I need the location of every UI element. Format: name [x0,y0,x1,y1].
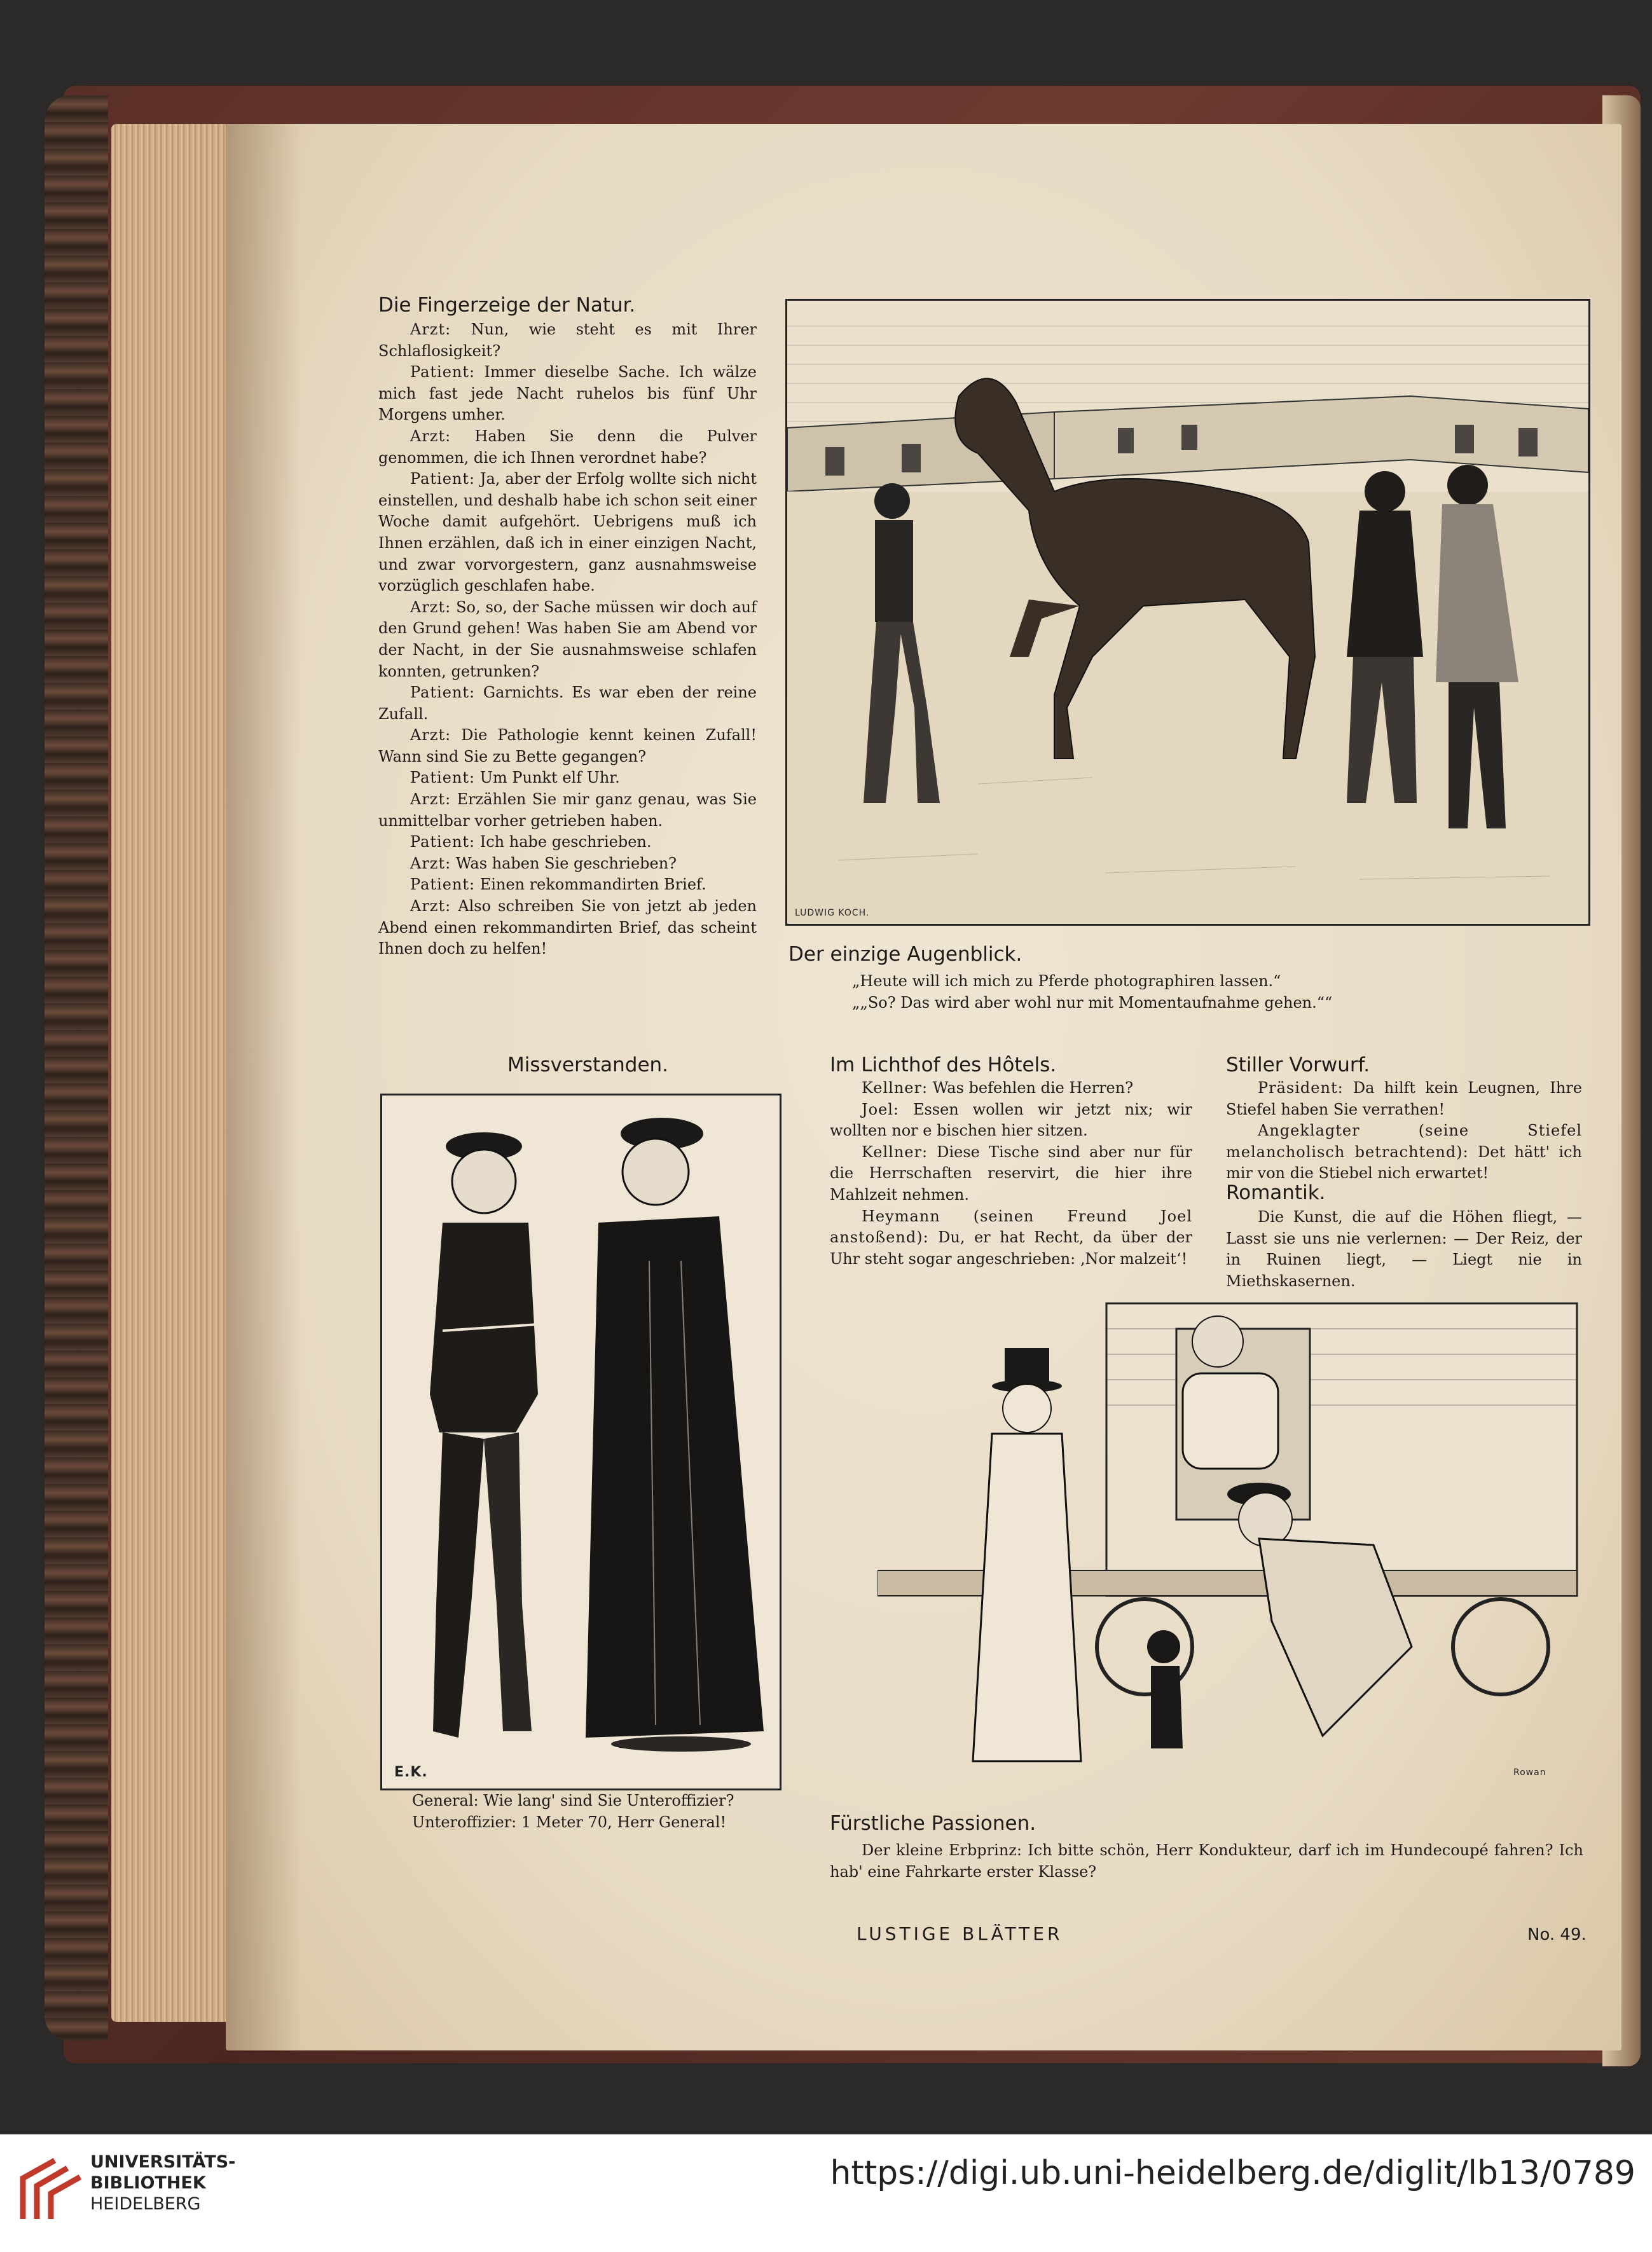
speaker: Arzt: [410,726,451,745]
dialog-text: Also schreiben Sie von jetzt ab jeden Abend einen rekommandirten Brief, das scheint Ihnen doch zu helfen! [378,897,757,958]
speaker: Arzt: [410,320,451,338]
library-footer-bar [0,2134,1652,2252]
magazine-title: LUSTIGE BLÄTTER [857,1923,1063,1944]
caption-title-augenblick: Der einzige Augenblick. [788,943,1022,966]
article-body-romantik [1226,1207,1582,1292]
speaker: Präsident: [1258,1079,1344,1097]
speaker: Kellner: [862,1143,928,1161]
dialog-paragraph [830,1099,1192,1142]
article-title-stiller-vorwurf: Stiller Vorwurf. [1226,1054,1370,1076]
dialog-paragraph [378,896,757,960]
speaker: Heymann (seinen Freund Joel anstoßend): [830,1207,1192,1247]
dialog-paragraph [830,1206,1192,1270]
dialog-paragraph [378,682,757,725]
library-name [90,2152,235,2214]
romantik-text: Die Kunst, die auf die Höhen fliegt, — Lasst sie uns nie verlernen: — Der Reiz, der in Ruinen liegt, — Liegt nie in Miethskasernen. [1226,1208,1582,1290]
dialog-text: Um Punkt elf Uhr. [475,769,620,787]
caption-line: „„So? Das wird aber wohl nur mit Momentaufnahme gehen.““ [852,994,1333,1012]
dialog-text: Was haben Sie geschrieben? [451,854,677,872]
dialog-text: Einen rekommandirten Brief. [475,875,706,894]
dialog-paragraph [378,597,757,682]
dialog-paragraph [378,362,757,426]
dialog-text: Ich habe geschrieben. [475,833,652,851]
library-logo-icon [17,2148,86,2227]
speaker: General: [412,1792,479,1809]
article-body-stiller-vorwurf [1226,1078,1582,1184]
dialog-text: Wie lang' sind Sie Unteroffizier? [483,1792,734,1809]
issue-number: No. 49. [1527,1925,1587,1944]
dialog-text: Erzählen Sie mir ganz genau, was Sie unmittelbar vorher getrieben haben. [378,790,757,830]
dialog-paragraph [378,874,757,896]
horse-illustration [785,299,1590,926]
dialog-text: So, so, der Sache müssen wir doch auf den Grund gehen! Was haben Sie am Abend vor der Nacht, in der Sie ausnahmsweise schlafen konnten, getrunken? [378,598,757,680]
article-title-fingerzeige: Die Fingerzeige der Natur. [378,294,636,317]
dialog-paragraph [378,853,757,875]
speaker: Angeklagter (seine Stiefel melancholisch betrachtend): [1226,1122,1582,1161]
article-body-lichthof [830,1078,1192,1270]
dialog-paragraph [378,789,757,832]
speaker: Patient: [410,470,476,488]
dialog-paragraph [378,426,757,469]
speaker: Patient: [410,683,476,702]
library-name-line: HEIDELBERG [90,2194,201,2214]
dialog-paragraph [1226,1120,1582,1184]
section-title-missverstanden: Missverstanden. [507,1054,669,1076]
dialog-text: Garnichts. Es war eben der reine Zufall. [378,683,757,723]
gutter-shadow [226,124,302,2050]
dialog-text: Essen wollen wir jetzt nix; wir wollten nor e bischen hier sitzen. [830,1100,1192,1140]
horse-illustration-signature: LUDWIG KOCH. [795,908,870,918]
library-name-line: UNIVERSITÄTS- [90,2152,236,2172]
speaker: Patient: [410,363,476,381]
dialog-text: Det hätt' ich mir von die Stiebel nich erwartet! [1226,1143,1583,1183]
soldiers-illustration-signature: E.K. [394,1764,428,1780]
dialog-paragraph [378,469,757,597]
dialog-paragraph [1226,1078,1582,1120]
speaker: Unteroffizier: [412,1813,517,1831]
dialog-text: Immer dieselbe Sache. Ich wälze mich fast jede Nacht ruhelos bis fünf Uhr Morgens umher. [378,363,757,424]
page-stack [111,124,232,2022]
dialog-paragraph [378,832,757,853]
speaker: Arzt: [410,598,451,616]
dialog-text: Was befehlen die Herren? [928,1079,1134,1097]
dialog-text: Da hilft kein Leugnen, Ihre Stiefel haben Sie verrathen! [1226,1079,1582,1118]
speaker: Arzt: [410,790,451,809]
dialog-text: Nun, wie steht es mit Ihrer Schlaflosigkeit? [378,320,757,360]
dialog-paragraph [378,725,757,767]
dialog-line [380,1811,794,1833]
article-body-fingerzeige [378,319,757,960]
speaker: Arzt: [410,427,451,445]
speaker: Arzt: [410,897,451,916]
book-spine-edge [45,95,108,2041]
article-title-romantik: Romantik. [1226,1181,1326,1204]
dialog-text: Du, er hat Recht, da über der Uhr steht sogar angeschrieben: ‚Nor malzeit‘! [830,1228,1192,1268]
source-url-link[interactable]: https://digi.ub.uni-heidelberg.de/diglit/lb13/0789 [830,2154,1635,2192]
dialog-paragraph [378,767,757,789]
speaker: Patient: [410,875,476,894]
speaker: Patient: [410,833,476,851]
speaker: Patient: [410,769,476,787]
speaker: Joel: [862,1100,900,1118]
caption-fuerstliche-passionen: Der kleine Erbprinz: Ich bitte schön, Herr Kondukteur, darf ich im Hundecoupé fahren? Ich hab' eine Fahrkarte erster Klasse? [830,1841,1583,1881]
caption-line: „Heute will ich mich zu Pferde photographiren lassen.“ [852,972,1281,990]
dialog-line [380,1790,794,1811]
dialog-paragraph [830,1078,1192,1099]
caption-missverstanden [380,1790,794,1833]
speaker: Arzt: [410,854,451,872]
speaker: Kellner: [862,1079,928,1097]
dialog-paragraph [378,319,757,362]
dialog-text: Haben Sie denn die Pulver genommen, die ich Ihnen verordnet habe? [378,427,757,467]
train-illustration [878,1291,1583,1799]
dialog-text: Die Pathologie kennt keinen Zufall! Wann sind Sie zu Bette gegangen? [378,726,757,766]
caption-title-fuerstliche-passionen: Fürstliche Passionen. [830,1812,1036,1835]
dialog-text: 1 Meter 70, Herr General! [521,1813,727,1831]
article-title-lichthof: Im Lichthof des Hôtels. [830,1054,1057,1076]
library-name-line: BIBLIOTHEK [90,2173,206,2193]
train-illustration-signature: Rowan [1513,1768,1546,1778]
soldiers-illustration [380,1094,781,1790]
caption-augenblick [852,970,1583,1013]
dialog-paragraph [830,1142,1192,1206]
dialog-text: Ja, aber der Erfolg wollte sich nicht einstellen, und deshalb habe ich schon seit einer Woche damit aufgehört. Uebrigens muß ich Ihnen erzählen, daß ich in einer einzigen Nacht, und zwar vorvorgestern, ganz ausnahmsweise vorzüglich geschlafen habe. [378,470,757,595]
dialog-text: Diese Tische sind aber nur für die Herrschaften reservirt, die hier ihre Mahlzeit nehmen. [830,1143,1192,1204]
